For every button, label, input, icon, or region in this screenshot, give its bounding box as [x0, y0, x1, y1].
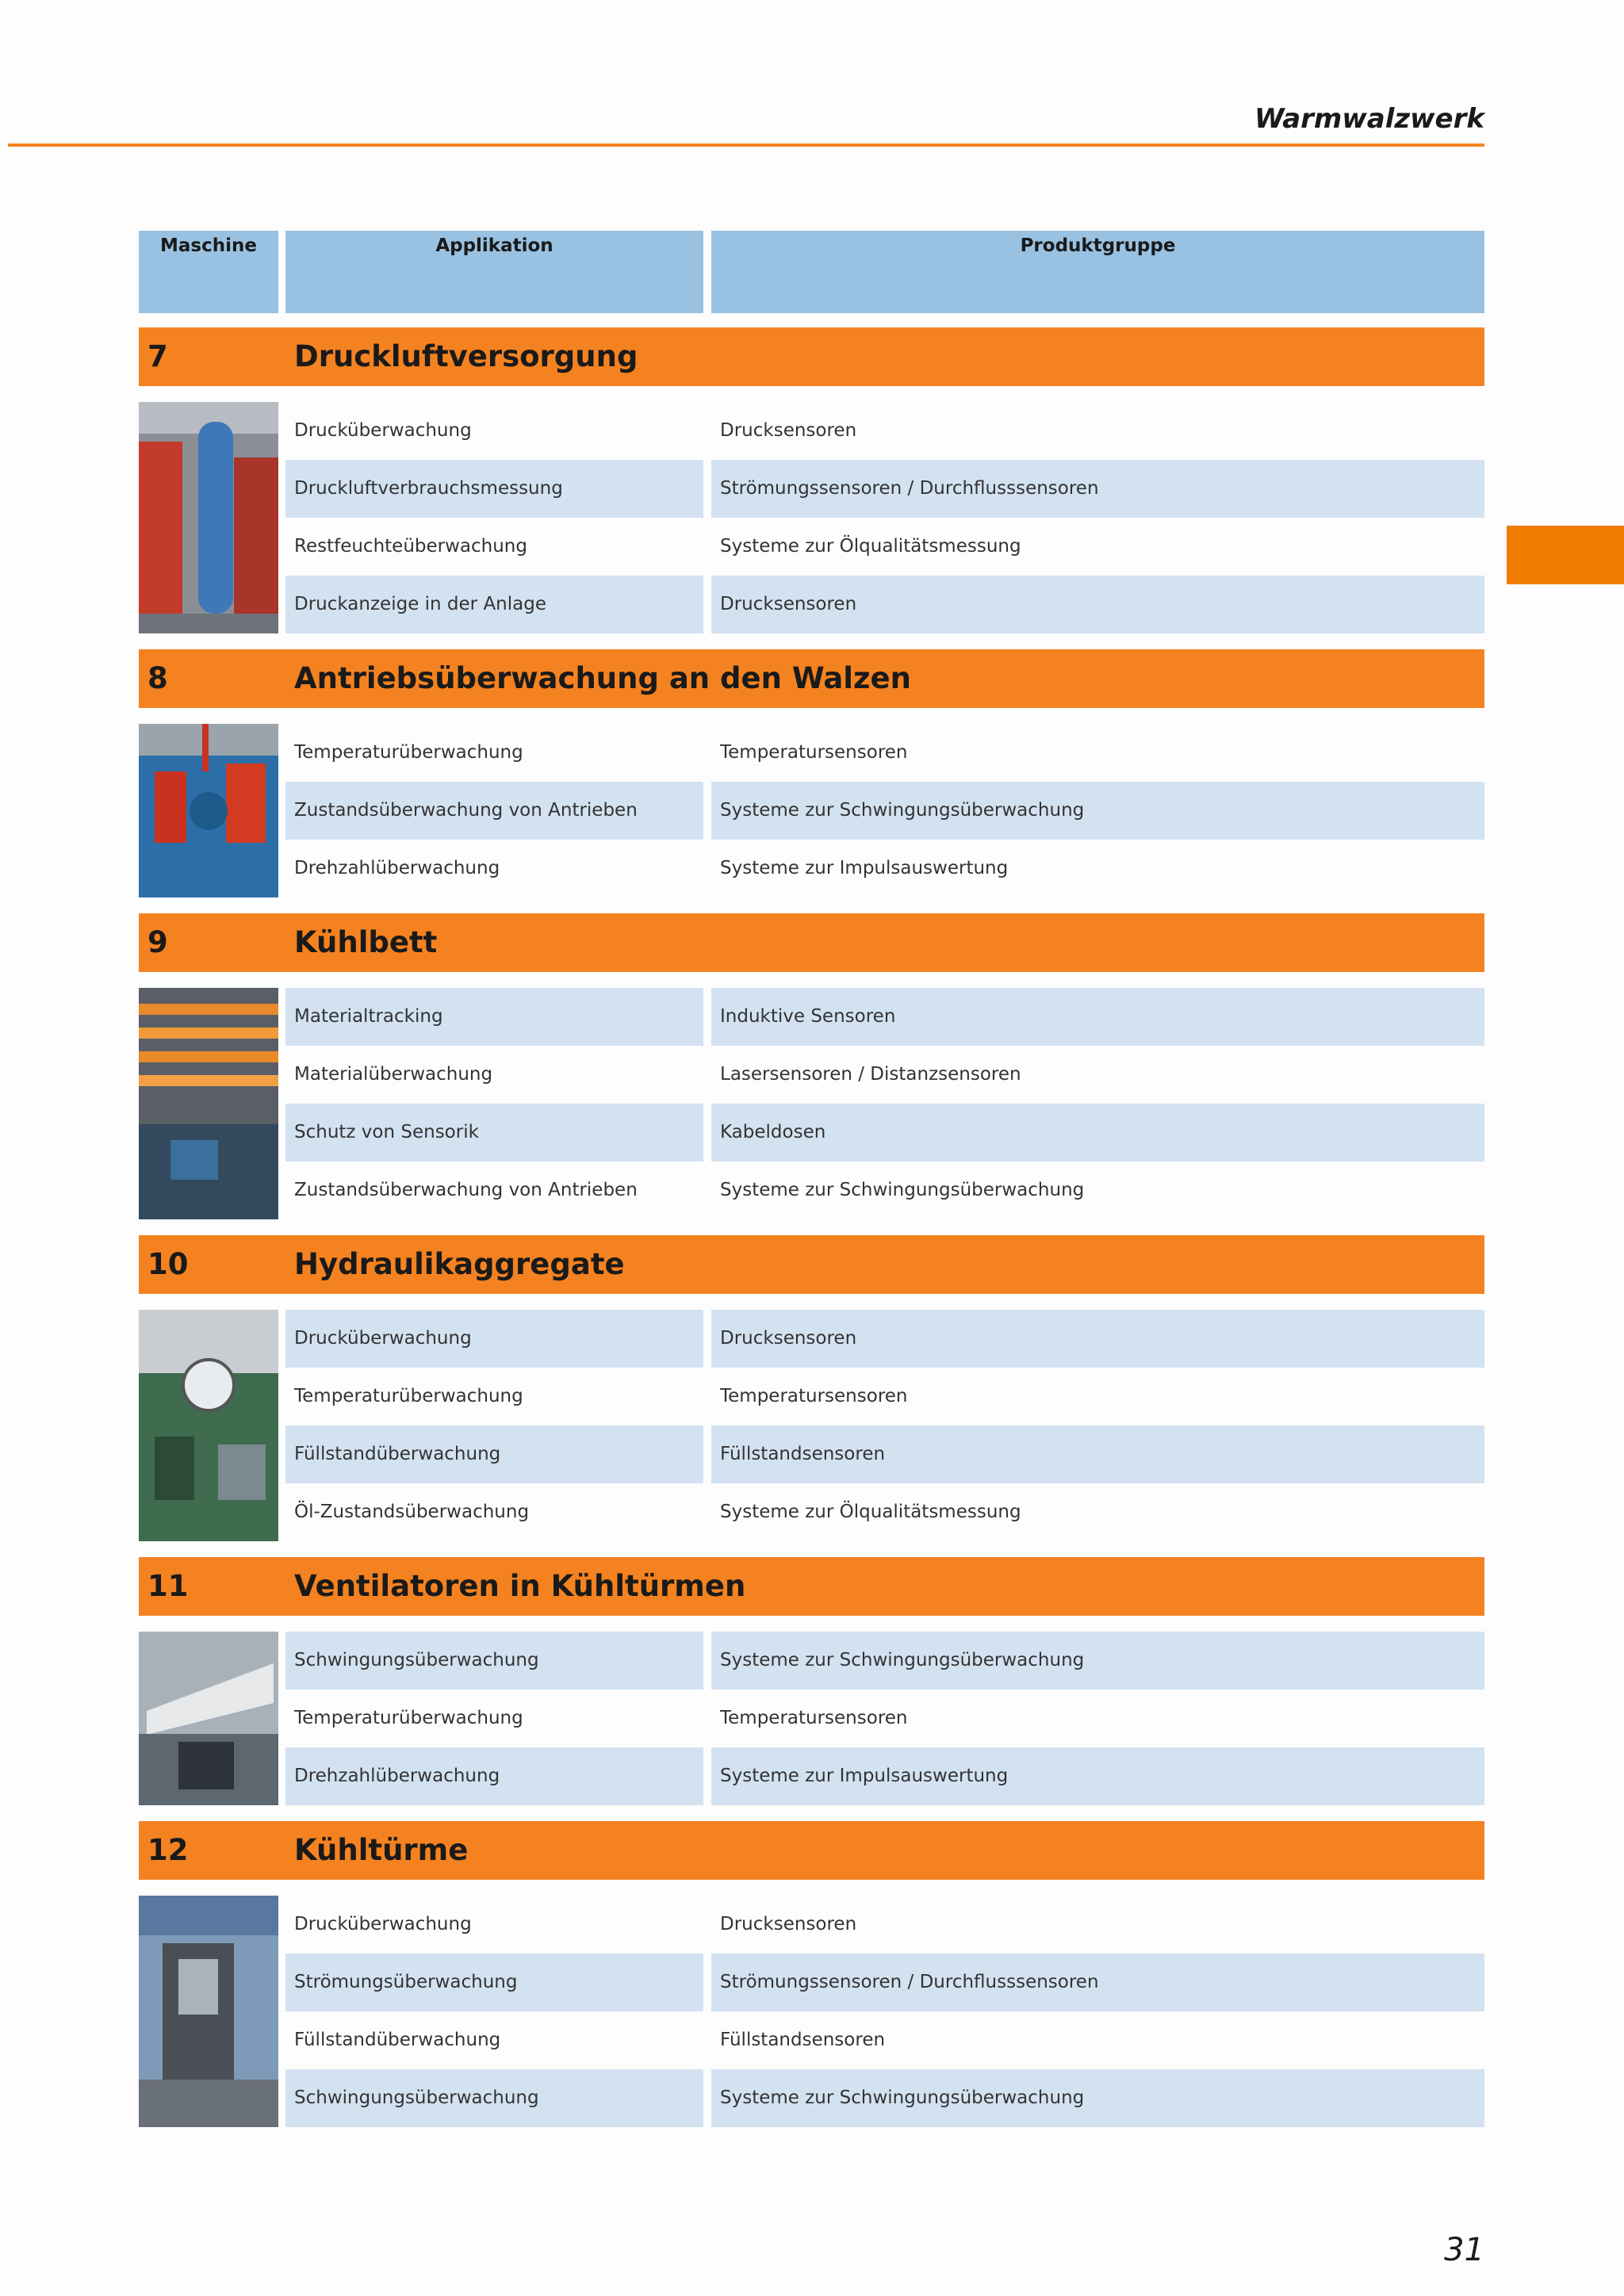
header-rule — [8, 144, 1484, 147]
section-7 — [139, 327, 1484, 633]
table-row — [139, 1954, 1484, 2011]
section-title: Kühlbett — [294, 925, 438, 959]
product-cell: Systeme zur Impulsauswertung — [711, 1747, 1484, 1805]
section-10 — [139, 1235, 1484, 1541]
product-cell: Kabeldosen — [711, 1104, 1484, 1161]
product-cell: Füllstandsensoren — [711, 1425, 1484, 1483]
table-row — [139, 460, 1484, 518]
section-title: Hydraulikaggregate — [294, 1247, 625, 1281]
product-cell: Temperatursensoren — [720, 1386, 908, 1406]
application-cell: Schwingungsüberwachung — [285, 1632, 703, 1689]
application-cell: Drucküberwachung — [294, 420, 472, 441]
table-row — [139, 2011, 1484, 2069]
column-header-product: Produktgruppe — [711, 231, 1484, 313]
section-8 — [139, 649, 1484, 897]
product-cell: Drucksensoren — [720, 1914, 857, 1934]
table-row — [139, 402, 1484, 460]
section-header — [139, 649, 1484, 708]
application-cell: Drucküberwachung — [294, 1914, 472, 1934]
application-cell: Druckanzeige in der Anlage — [285, 576, 703, 633]
table-row — [139, 1689, 1484, 1747]
application-cell: Strömungsüberwachung — [285, 1954, 703, 2011]
table-column-header — [139, 231, 1484, 313]
application-cell: Temperaturüberwachung — [294, 742, 523, 763]
section-number: 11 — [147, 1569, 189, 1603]
table-row — [139, 988, 1484, 1046]
table-row — [139, 1747, 1484, 1805]
section-title: Druckluftversorgung — [294, 339, 638, 373]
product-cell: Induktive Sensoren — [711, 988, 1484, 1046]
application-cell: Schutz von Sensorik — [285, 1104, 703, 1161]
product-cell: Systeme zur Schwingungsüberwachung — [711, 2069, 1484, 2127]
product-cell: Systeme zur Schwingungsüberwachung — [711, 782, 1484, 840]
column-header-application: Applikation — [285, 231, 703, 313]
application-cell: Öl-Zustandsüberwachung — [294, 1502, 530, 1522]
application-cell: Temperaturüberwachung — [294, 1386, 523, 1406]
product-cell: Drucksensoren — [711, 576, 1484, 633]
table-row — [139, 1104, 1484, 1161]
product-cell: Systeme zur Impulsauswertung — [720, 858, 1009, 878]
section-header — [139, 1557, 1484, 1616]
table-row — [139, 1046, 1484, 1104]
application-cell: Restfeuchteüberwachung — [294, 536, 527, 557]
table-row — [139, 782, 1484, 840]
product-cell: Systeme zur Ölqualitätsmessung — [720, 536, 1021, 557]
table-row — [139, 1483, 1484, 1541]
table-row — [139, 1368, 1484, 1425]
application-cell: Drehzahlüberwachung — [285, 1747, 703, 1805]
table-row — [139, 1161, 1484, 1219]
sections-table — [139, 327, 1484, 2143]
section-number: 9 — [147, 925, 168, 959]
table-row — [139, 518, 1484, 576]
table-row — [139, 576, 1484, 633]
product-cell: Temperatursensoren — [720, 1708, 908, 1728]
table-row — [139, 1425, 1484, 1483]
section-header — [139, 1235, 1484, 1294]
product-cell: Drucksensoren — [720, 420, 857, 441]
table-row — [139, 1310, 1484, 1368]
chapter-side-tab — [1507, 526, 1624, 584]
section-header — [139, 913, 1484, 972]
application-cell: Schwingungsüberwachung — [285, 2069, 703, 2127]
application-cell: Materialtracking — [285, 988, 703, 1046]
table-row — [139, 2069, 1484, 2127]
page-header-title: Warmwalzwerk — [1254, 103, 1484, 135]
product-cell: Systeme zur Schwingungsüberwachung — [711, 1632, 1484, 1689]
application-cell: Drehzahlüberwachung — [294, 858, 500, 878]
application-cell: Materialüberwachung — [294, 1064, 493, 1085]
application-cell: Füllstandüberwachung — [294, 2030, 501, 2050]
column-header-machine: Maschine — [139, 231, 278, 313]
table-row — [139, 1896, 1484, 1954]
table-row — [139, 1632, 1484, 1689]
section-title: Ventilatoren in Kühltürmen — [294, 1569, 746, 1603]
product-cell: Füllstandsensoren — [720, 2030, 886, 2050]
table-row — [139, 840, 1484, 897]
product-cell: Drucksensoren — [711, 1310, 1484, 1368]
section-9 — [139, 913, 1484, 1219]
product-cell: Strömungssensoren / Durchflusssensoren — [711, 1954, 1484, 2011]
application-cell: Zustandsüberwachung von Antrieben — [285, 782, 703, 840]
application-cell: Füllstandüberwachung — [285, 1425, 703, 1483]
section-number: 12 — [147, 1833, 189, 1867]
section-title: Antriebsüberwachung an den Walzen — [294, 661, 911, 695]
product-cell: Systeme zur Schwingungsüberwachung — [720, 1180, 1085, 1200]
section-header — [139, 327, 1484, 386]
product-cell: Strömungssensoren / Durchflusssensoren — [711, 460, 1484, 518]
product-cell: Lasersensoren / Distanzsensoren — [720, 1064, 1021, 1085]
section-11 — [139, 1557, 1484, 1805]
section-12 — [139, 1821, 1484, 2127]
section-header — [139, 1821, 1484, 1880]
section-number: 10 — [147, 1247, 189, 1281]
table-row — [139, 724, 1484, 782]
application-cell: Temperaturüberwachung — [294, 1708, 523, 1728]
application-cell: Druckluftverbrauchsmessung — [285, 460, 703, 518]
application-cell: Zustandsüberwachung von Antrieben — [294, 1180, 638, 1200]
section-title: Kühltürme — [294, 1833, 469, 1867]
product-cell: Temperatursensoren — [720, 742, 908, 763]
application-cell: Drucküberwachung — [285, 1310, 703, 1368]
page-number: 31 — [1444, 2232, 1484, 2268]
product-cell: Systeme zur Ölqualitätsmessung — [720, 1502, 1021, 1522]
section-number: 8 — [147, 661, 168, 695]
section-number: 7 — [147, 339, 168, 373]
